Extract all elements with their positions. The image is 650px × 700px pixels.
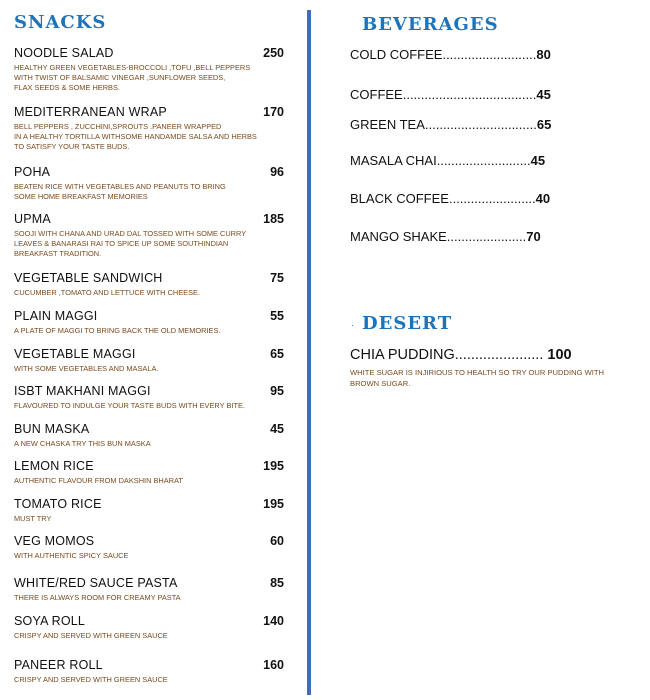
snack-item-description: AUTHENTIC FLAVOUR FROM DAKSHIN BHARAT xyxy=(14,476,183,485)
snack-item-price: 185 xyxy=(263,212,284,226)
beverage-item xyxy=(350,191,550,206)
snack-item-name: SOYA ROLL xyxy=(14,614,86,628)
snack-item-description: FLAVOURED TO INDULGE YOUR TASTE BUDS WITH EVERY BITE. xyxy=(14,401,245,410)
snack-item-name: PANEER ROLL xyxy=(14,658,103,672)
snack-item-description: MUST TRY xyxy=(14,514,52,523)
snack-item-description: WITH AUTHENTIC SPICY SAUCE xyxy=(14,551,129,560)
snack-item-name: LEMON RICE xyxy=(14,459,94,473)
snack-item-price: 170 xyxy=(263,105,284,119)
snack-item-description: BEATEN RICE WITH VEGETABLES AND PEANUTS TO BRING SOME HOME BREAKFAST MEMORIES xyxy=(14,182,226,201)
snack-item-price: 45 xyxy=(270,422,284,436)
snacks-heading: SNACKS xyxy=(14,12,107,33)
snack-item-price: 140 xyxy=(263,614,284,628)
snack-item-price: 65 xyxy=(270,347,284,361)
beverage-item-name: BLACK COFFEE........................ xyxy=(350,191,536,206)
column-divider xyxy=(307,10,311,695)
snack-item xyxy=(14,422,284,449)
beverage-item-price: 80 xyxy=(536,47,551,62)
snack-item-name: UPMA xyxy=(14,212,51,226)
snack-item xyxy=(14,347,284,374)
snack-item-price: 250 xyxy=(263,46,284,60)
snack-item-description: WITH SOME VEGETABLES AND MASALA. xyxy=(14,364,159,373)
snack-item-price: 75 xyxy=(270,271,284,285)
snack-item xyxy=(14,105,284,152)
snack-item-description: A NEW CHASKA TRY THIS BUN MASKA xyxy=(14,439,151,448)
beverage-item-name: MASALA CHAI.......................... xyxy=(350,153,531,168)
snack-item-description: HEALTHY GREEN VEGETABLES-BROCCOLI ,TOFU ,BELL PEPPERS WITH TWIST OF BALSAMIC VINEGAR ,SUNFLOWER SEEDS, FLAX SEEDS & SOME HERBS. xyxy=(14,63,251,92)
snack-item xyxy=(14,658,284,685)
snack-item-description: THERE IS ALWAYS ROOM FOR CREAMY PASTA xyxy=(14,593,181,602)
snack-item-name: WHITE/RED SAUCE PASTA xyxy=(14,576,178,590)
beverage-item-name: COFFEE..................................... xyxy=(350,87,537,102)
snack-item xyxy=(14,212,284,259)
snack-item xyxy=(14,614,284,641)
snack-item xyxy=(14,46,284,93)
beverage-item xyxy=(350,117,551,132)
snack-item-name: POHA xyxy=(14,165,51,179)
snack-item-description: CRISPY AND SERVED WITH GREEN SAUCE xyxy=(14,631,168,640)
dessert-item-description: WHITE SUGAR IS INJIRIOUS TO HEALTH SO TRY OUR PUDDING WITH BROWN SUGAR. xyxy=(350,368,604,388)
beverage-item-price: 65 xyxy=(536,117,552,132)
snack-item-price: 195 xyxy=(263,459,284,473)
snack-item-description: CRISPY AND SERVED WITH GREEN SAUCE xyxy=(14,675,168,684)
snack-item-description: BELL PEPPERS , ZUCCHINI,SPROUTS .PANEER WRAPPED IN A HEALTHY TORTILLA WITHSOME HANDAMDE SALSA AND HERBS TO SATISFY YOUR TASTE BUDS. xyxy=(14,122,257,151)
snack-item-name: ISBT MAKHANI MAGGI xyxy=(14,384,151,398)
beverage-item xyxy=(350,229,541,244)
snack-item-name: VEGETABLE MAGGI xyxy=(14,347,136,361)
snack-item xyxy=(14,534,284,561)
snack-item-name: NOODLE SALAD xyxy=(14,46,114,60)
snack-item-price: 60 xyxy=(270,534,284,548)
snack-item xyxy=(14,576,284,603)
beverage-item xyxy=(350,153,545,168)
snack-item-price: 95 xyxy=(270,384,284,398)
snack-item-price: 55 xyxy=(270,309,284,323)
dessert-bullet-mark: . xyxy=(351,318,354,329)
beverage-item-price: 45 xyxy=(536,87,551,102)
snack-item xyxy=(14,271,284,298)
snack-item-name: BUN MASKA xyxy=(14,422,90,436)
beverage-item xyxy=(350,87,551,102)
snack-item xyxy=(14,384,284,411)
snack-item-price: 160 xyxy=(263,658,284,672)
snack-item-price: 85 xyxy=(270,576,284,590)
beverages-heading: BEVERAGES xyxy=(362,14,499,35)
snack-item-price: 195 xyxy=(263,497,284,511)
beverage-item-name: GREEN TEA............................... xyxy=(350,117,537,132)
dessert-item-name: CHIA PUDDING...................... xyxy=(350,347,544,363)
snack-item xyxy=(14,309,284,336)
beverage-item-price: 45 xyxy=(530,153,546,168)
snack-item-description: SOOJI WITH CHANA AND URAD DAL TOSSED WITH SOME CURRY LEAVES & BANARASI RAI TO SPICE UP SOME SOUTHINDIAN BREAKFAST TRADITION. xyxy=(14,229,247,258)
snack-item xyxy=(14,497,284,524)
snack-item-name: VEGETABLE SANDWICH xyxy=(14,271,163,285)
snack-item-price: 96 xyxy=(270,165,284,179)
snack-item-description: A PLATE OF MAGGI TO BRING BACK THE OLD MEMORIES. xyxy=(14,326,221,335)
beverage-item xyxy=(350,47,551,62)
dessert-heading: DESERT xyxy=(362,313,453,334)
dessert-item-price: 100 xyxy=(547,347,572,363)
beverage-item-name: COLD COFFEE.......................... xyxy=(350,47,537,62)
snack-item-description: CUCUMBER ,TOMATO AND LETTUCE WITH CHEESE. xyxy=(14,288,201,297)
snack-item-name: MEDITERRANEAN WRAP xyxy=(14,105,167,119)
beverage-item-price: 40 xyxy=(535,191,551,206)
beverage-item-name: MANGO SHAKE...................... xyxy=(350,229,527,244)
snack-item-name: PLAIN MAGGI xyxy=(14,309,98,323)
beverage-item-price: 70 xyxy=(526,229,541,244)
snack-item xyxy=(14,459,284,486)
snack-item xyxy=(14,165,284,202)
snack-item-name: TOMATO RICE xyxy=(14,497,102,511)
dessert-item xyxy=(350,347,572,363)
snack-item-name: VEG MOMOS xyxy=(14,534,95,548)
